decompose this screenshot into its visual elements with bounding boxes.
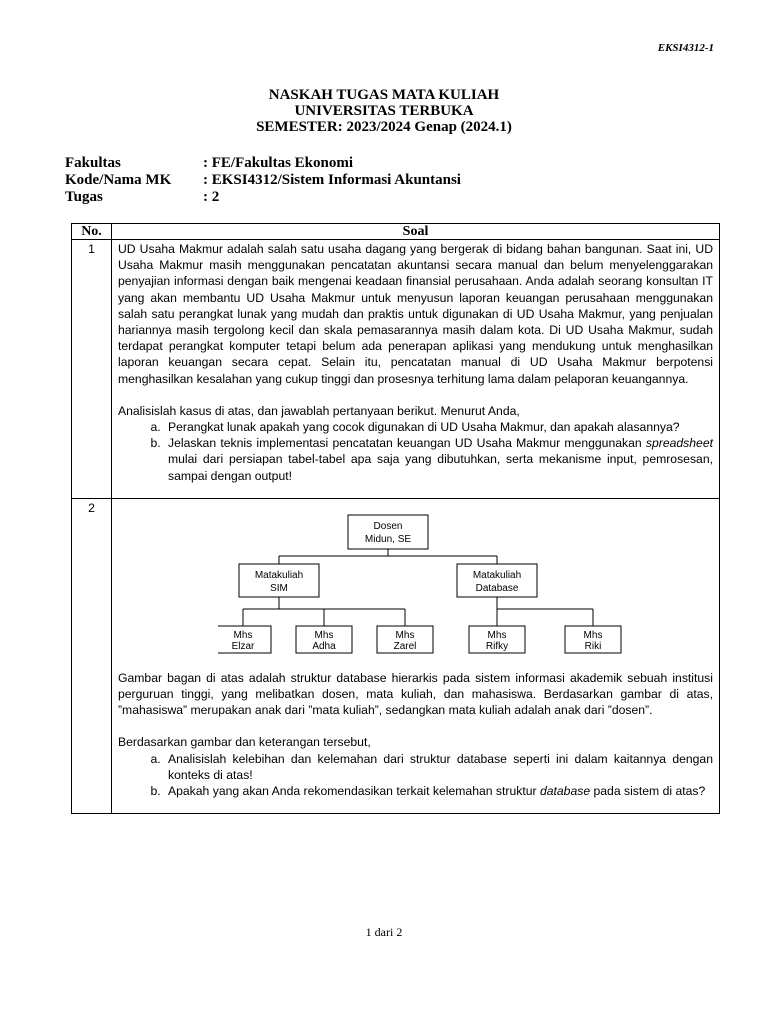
emphasis-term: spreadsheet (645, 436, 713, 451)
node-label: Mhs (395, 629, 415, 641)
node-label: Riki (584, 640, 602, 652)
sub-question-text: Apakah yang akan Anda rekomendasikan terkait kelemahan struktur (168, 784, 540, 799)
node-label: Mhs (314, 629, 334, 641)
question-number: 1 (72, 240, 112, 499)
case-paragraph: UD Usaha Makmur adalah salah satu usaha dagang yang bergerak di bidang bahan bangunan. Saat ini, UD Usaha Makmur masih menggunakan pencatatan akuntansi secara manual dan belum menyelenggarakan penyajian informasi dengan baik mengenai keadaan finansial perusahaan. Anda adalah seorang konsultan IT yang akan membantu UD Usaha Makmur untuk menyusun laporan keuangan perusahaan menggunakan salah satu perangkat lunak yang mudah dan praktis untuk digunakan di UD Usaha Makmur, yang penjualan hariannya masih tergolong kecil dan skala pemasarannya masih dalam kota. Di UD Usaha Makmur, sudah terdapat perangkat komputer tetapi belum ada penerapan aplikasi yang mendukung untuk menghasilkan laporan keuangan secara cepat. Selain itu, pencatatan manual di UD Usaha Makmur berpotensi menghasilkan kesalahan yang cukup tinggi dan prosesnya terhitung lama dalam pelaporan keuangannya. (118, 242, 713, 386)
info-row-faculty (65, 155, 461, 172)
sub-question-text: Perangkat lunak apakah yang cocok digunakan di UD Usaha Makmur, dan apakah alasannya? (168, 420, 680, 435)
info-label: Tugas (65, 189, 103, 205)
node-label: Mhs (487, 629, 507, 641)
sub-question-a (164, 751, 713, 783)
document-header (0, 87, 768, 135)
sub-question-text: mulai dari persiapan tabel-tabel apa saja yang dibutuhkan, serta mekanisme input, pemrosesan, sampai dengan output! (168, 452, 713, 483)
node-label: Mhs (583, 629, 603, 641)
node-label: Elzar (231, 640, 255, 652)
header-university: UNIVERSITAS TERBUKA (294, 103, 474, 119)
question-intro: Berdasarkan gambar dan keterangan tersebut, (118, 735, 371, 750)
question-row-1 (72, 240, 720, 499)
info-value: : 2 (203, 189, 220, 205)
sub-question-a (164, 419, 713, 435)
sub-question-list (118, 751, 713, 800)
page-number: 1 dari 2 (365, 925, 403, 939)
header-semester: SEMESTER: 2023/2024 Genap (2024.1) (256, 119, 512, 135)
sub-question-text: pada sistem di atas? (590, 784, 706, 799)
questions-table (71, 223, 720, 814)
info-label: Fakultas (65, 155, 121, 171)
node-label: Matakuliah (254, 569, 304, 581)
node-label: Zarel (393, 640, 417, 652)
info-row-course (65, 172, 461, 189)
node-label: Mhs (233, 629, 253, 641)
info-value: : FE/Fakultas Ekonomi (203, 155, 354, 171)
document-code: EKSI4312-1 (657, 42, 714, 54)
emphasis-term: database (539, 784, 591, 799)
node-label: Dosen (373, 520, 403, 532)
node-label: Rifky (485, 640, 509, 652)
sub-question-b (164, 783, 713, 799)
info-row-assignment (65, 189, 461, 206)
sub-question-text: Jelaskan teknis implementasi pencatatan keuangan UD Usaha Makmur menggunakan (168, 436, 646, 451)
col-header-soal: Soal (112, 224, 720, 240)
col-header-no: No. (72, 224, 112, 240)
diagram-explanation: Gambar bagan di atas adalah struktur database hierarkis pada sistem informasi akademik sebuah institusi perguruan tinggi, yang melibatkan dosen, mata kuliah, dan mahasiswa. Berdasarkan gambar di atas, ”mahasiswa” merupakan anak dari ”mata kuliah”, sedangkan mata kuliah adalah anak dari ”dosen”. (118, 670, 713, 718)
table-header-row (72, 224, 720, 240)
hierarchy-diagram (218, 514, 628, 654)
header-title: NASKAH TUGAS MATA KULIAH (268, 87, 500, 103)
sub-question-b (164, 435, 713, 484)
info-value: : EKSI4312/Sistem Informasi Akuntansi (203, 172, 461, 188)
sub-question-text: Analisislah kelebihan dan kelemahan dari struktur database seperti ini dalam kaitannya dengan konteks di atas! (168, 751, 713, 782)
course-info (65, 155, 461, 206)
question-intro: Analisislah kasus di atas, dan jawablah pertanyaan berikut. Menurut Anda, (118, 403, 520, 418)
question-content (112, 240, 720, 499)
sub-question-list (118, 419, 713, 484)
question-number: 2 (72, 498, 112, 813)
node-label: Database (475, 582, 519, 594)
question-content (112, 498, 720, 813)
node-label: Adha (312, 640, 336, 652)
node-label: Midun, SE (364, 533, 412, 545)
node-label: Matakuliah (472, 569, 522, 581)
node-label: SIM (270, 582, 288, 594)
info-label: Kode/Nama MK (65, 172, 172, 188)
question-row-2 (72, 498, 720, 813)
